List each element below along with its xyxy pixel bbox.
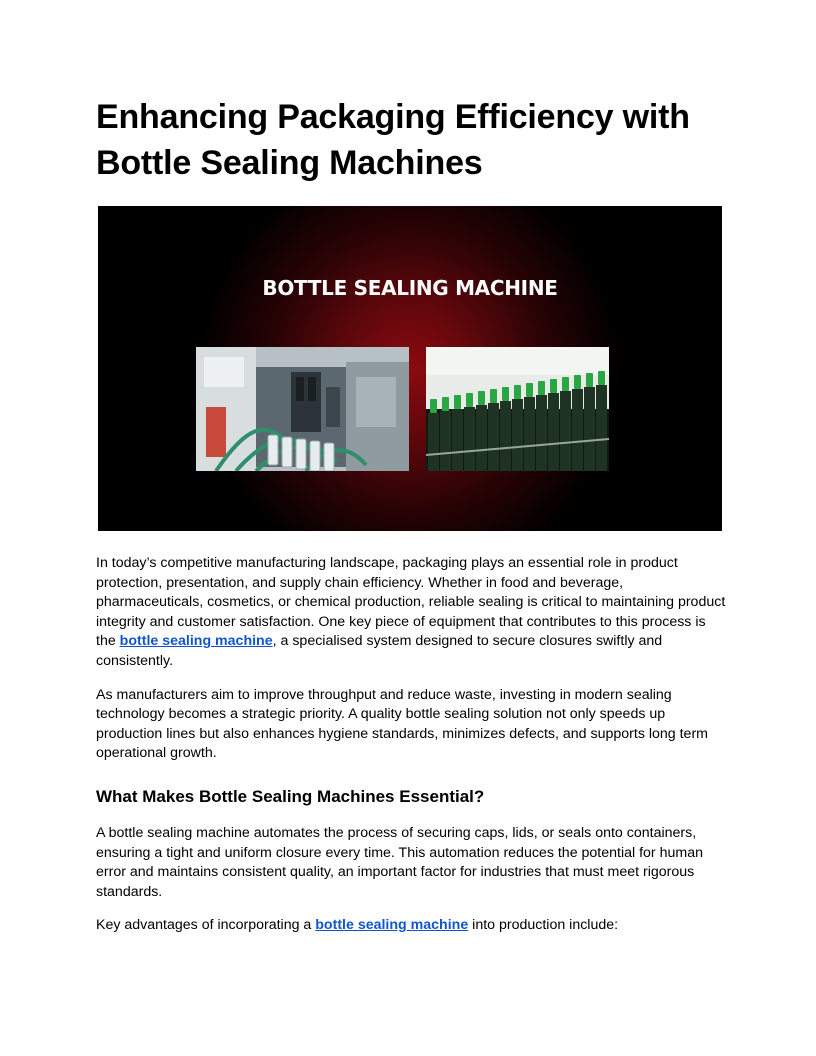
- advantages-intro-paragraph: Key advantages of incorporating a bottle sealing machine into production include:: [96, 917, 619, 934]
- article-body: [96, 554, 726, 950]
- filling-line-illustration: [196, 347, 409, 471]
- section-heading: What Makes Bottle Sealing Machines Essential?: [96, 786, 485, 806]
- green-bottles-photo: [426, 347, 609, 471]
- document-page: [96, 94, 724, 186]
- bottle-sealing-machine-link[interactable]: bottle sealing machine: [119, 633, 273, 650]
- page-title: Enhancing Packaging Efficiency with Bottle Sealing Machines: [96, 98, 690, 182]
- intro-paragraph: In today’s competitive manufacturing landscape, packaging plays an essential role in product protection, presentation, and supply chain efficiency. Whether in food and beverage, pharmaceuticals, cosmetics, or chemical production, reliable sealing is critical to maintaining product integrity and customer satisfaction. One key piece of equipment that contributes to this process is the bottle sealing machine, a specialised system designed to secure closures swiftly and consistently.: [96, 555, 726, 669]
- hero-banner-title: BOTTLE SEALING MACHINE: [262, 276, 558, 300]
- hero-banner-image: [98, 206, 722, 531]
- throughput-paragraph: As manufacturers aim to improve throughput and reduce waste, investing in modern sealing technology becomes a strategic priority. A quality bottle sealing solution not only speeds up production lines but also enhances hygiene standards, minimizes defects, and supports long term operational growth.: [96, 686, 708, 762]
- green-bottles-illustration: [426, 347, 609, 471]
- automation-paragraph: A bottle sealing machine automates the process of securing caps, lids, or seals onto containers, ensuring a tight and uniform closure every time. This automation reduces the potential for human error and maintains consistent quality, an important factor for industries that must meet rigorous standards.: [96, 824, 703, 900]
- bottle-sealing-machine-link-2[interactable]: bottle sealing machine: [315, 917, 469, 934]
- filling-line-photo: [196, 347, 409, 471]
